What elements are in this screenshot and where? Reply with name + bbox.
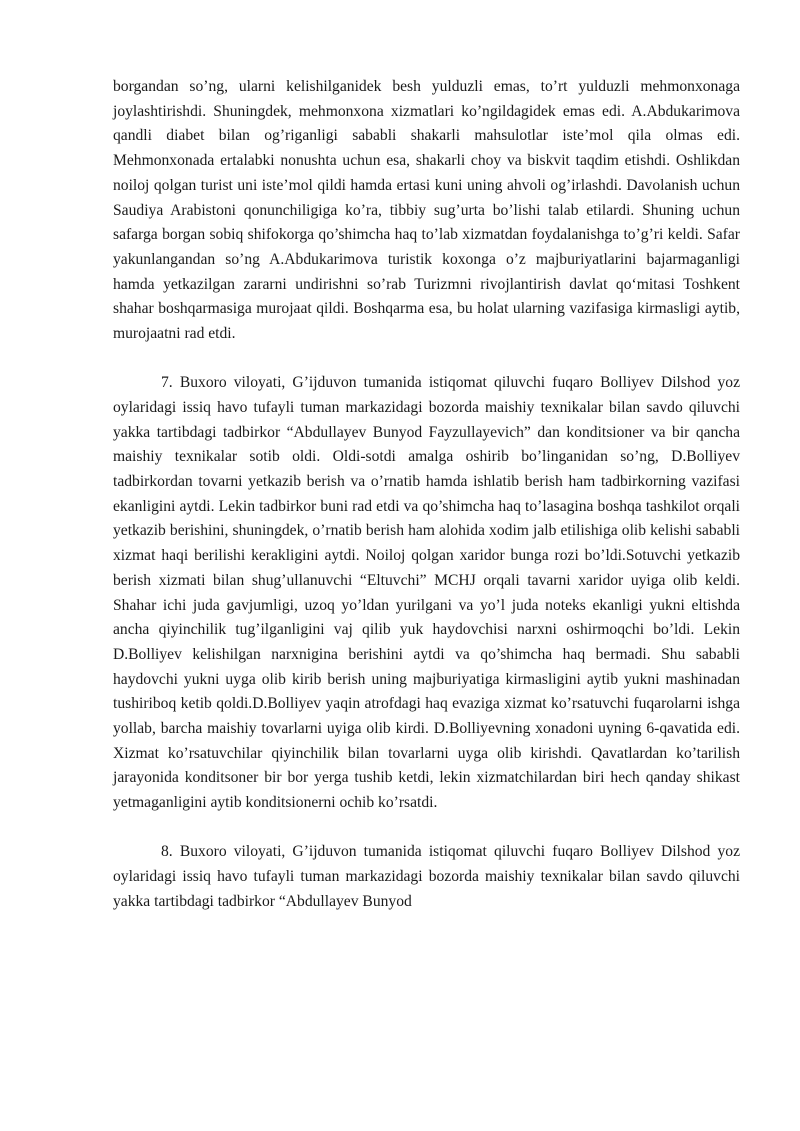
paragraph-case-8: 8. Buxoro viloyati, G’ijduvon tumanida istiqomat qiluvchi fuqaro Bolliyev Dilshod yoz oylaridagi issiq havo tufayli tuman markazidagi bozorda maishiy texnikalar bilan savdo qiluvchi yakka tartibdagi tadbirkor “Abdullayev Bunyod (113, 843, 740, 910)
document-page (113, 75, 740, 915)
paragraph-case-7: 7. Buxoro viloyati, G’ijduvon tumanida istiqomat qiluvchi fuqaro Bolliyev Dilshod yoz oylaridagi issiq havo tufayli tuman markazidagi bozorda maishiy texnikalar bilan savdo qiluvchi yakka tartibdagi tadbirkor “Abdullayev Bunyod Fayzullayevich” dan konditsioner va bir qancha maishiy texnikalar sotib oldi. Oldi-sotdi amalga oshirib bo’linganidan so’ng, D.Bolliyev tadbirkordan tovarni yetkazib berish va o’rnatib hamda ishlatib berish ham tadbirkorning vazifasi ekanligini aytdi. Lekin tadbirkor buni rad etdi va qo’shimcha haq to’lasagina boshqa tashkilot orqali yetkazib berishini, shuningdek, o’rnatib berish ham alohida xodim jalb etilishiga olib kelishi sababli xizmat haqi berilishi kerakligini aytdi. Noiloj qolgan xaridor bunga rozi bo’ldi.Sotuvchi yetkazib berish xizmati bilan shug’ullanuvchi “Eltuvchi” MCHJ orqali tavarni xaridor uyiga olib keldi. Shahar ichi juda gavjumligi, uzoq yo’ldan yurilgani va yo’l juda noteks ekanligi yukni eltishda ancha qiyinchilik tug’ilganligini vaj qilib yuk haydovchisi narxni oshirmoqchi bo’ldi. Lekin D.Bolliyev kelishilgan narxnigina berishini aytdi va qo’shimcha haq bermadi. Shu sababli haydovchi yukni uyga olib kirib berish uning majburiyatiga kirmasligini aytib yukni mashinadan tushiriboq ketib qoldi.D.Bolliyev yaqin atrofdagi haq evaziga xizmat ko’rsatuvchi fuqarolarni ishga yollab, barcha maishiy tovarlarni uyiga olib kirdi. D.Bolliyevning xonadoni uyning 6-qavatida edi. Xizmat ko’rsatuvchilar qiyinchilik bilan tovarlarni uyga olib kirishdi. Qavatlardan ko’tarilish jarayonida konditsoner bir bor yerga tushib ketdi, lekin xizmatchilardan biri hech qanday shikast yetmaganligini aytib konditsionerni ochib ko’rsatdi. (113, 374, 740, 812)
paragraph-gap (113, 816, 740, 841)
paragraph-gap (113, 347, 740, 372)
paragraph-continuation: borgandan so’ng, ularni kelishilganidek besh yulduzli emas, to’rt yulduzli mehmonxonaga joylashtirishdi. Shuningdek, mehmonxona xizmatlari ko’ngildagidek emas edi. A.Abdukarimova qandli diabet bilan og’riganligi sababli shakarli mahsulotlar iste’mol qila olmas edi. Mehmonxonada ertalabki nonushta uchun esa, shakarli choy va biskvit taqdim etishdi. Oshlikdan noiloj qolgan turist uni iste’mol qildi hamda ertasi kuni uning ahvoli og’irlashdi. Davolanish uchun Saudiya Arabistoni qonunchiligiga ko’ra, tibbiy sug’urta bo’lishi talab etilardi. Shuning uchun safarga borgan sobiq shifokorga qo’shimcha haq to’lab xizmatdan foydalanishga to’g’ri keldi. Safar yakunlangandan so’ng A.Abdukarimova turistik koxonga o’z majburiyatlarini bajarmaganligi hamda yetkazilgan zararni undirishni so’rab Turizmni rivojlantirish davlat qo‘mitasi Toshkent shahar boshqarmasiga murojaat qildi. Boshqarma esa, bu holat ularning vazifasiga kirmasligi aytib, murojaatni rad etdi. (113, 78, 740, 343)
